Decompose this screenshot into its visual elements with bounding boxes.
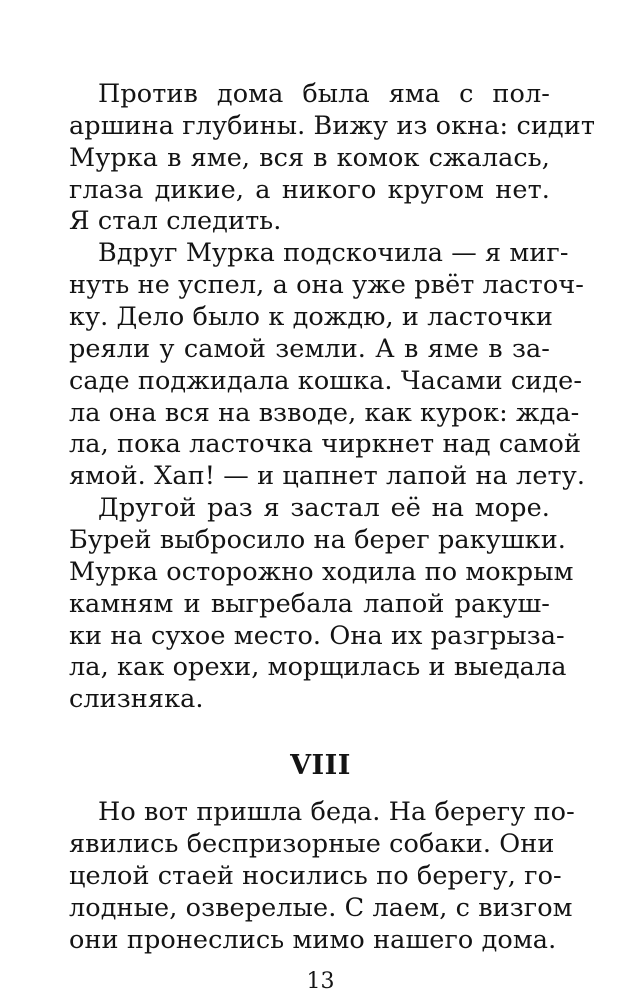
page-number: 13: [306, 969, 335, 995]
text-line: явились беспризорные собаки. Они: [69, 829, 555, 860]
text-line: Мурка осторожно ходила по мокрым: [69, 556, 574, 587]
text-line: Я стал следить.: [69, 206, 282, 237]
text-line: ла она вся на взводе, как курок: жда-: [69, 397, 580, 428]
text-line: камням и выгребала лапой ракуш-: [69, 588, 550, 619]
text-line: Мурка в яме, вся в комок сжалась,: [69, 142, 550, 173]
text-line: Другой раз я застал её на море.: [98, 493, 550, 524]
text-line: нуть не успел, а она уже рвёт ласточ-: [69, 270, 584, 301]
text-line: ку. Дело было к дождю, и ласточки: [69, 301, 553, 332]
text-line: Против дома была яма с пол-: [98, 79, 550, 109]
text-line: Бурей выбросило на берег ракушки.: [69, 524, 567, 555]
text-line: лодные, озверелые. С лаем, с визгом: [69, 892, 573, 923]
text-line: ла, как орехи, морщилась и выедала: [69, 652, 567, 683]
text-line: Но вот пришла беда. На берегу по-: [98, 797, 575, 828]
chapter-heading: VIII: [290, 749, 351, 781]
text-line: ямой. Хап! — и цапнет лапой на лету.: [69, 461, 586, 492]
text-line: аршина глубины. Вижу из окна: сидит: [69, 110, 596, 141]
text-line: реяли у самой земли. А в яме в за-: [69, 333, 550, 364]
text-line: слизняка.: [69, 684, 204, 715]
text-line: глаза дикие, а никого кругом нет.: [69, 174, 550, 205]
text-line: Вдруг Мурка подскочила — я миг-: [98, 238, 569, 269]
text-line: ла, пока ласточка чиркнет над самой: [69, 429, 582, 460]
text-line: они пронеслись мимо нашего дома.: [69, 924, 557, 955]
text-line: ки на сухое место. Она их разгрыза-: [69, 620, 565, 651]
text-line: целой стаей носились по берегу, го-: [69, 860, 562, 891]
text-line: саде поджидала кошка. Часами сиде-: [69, 365, 583, 396]
